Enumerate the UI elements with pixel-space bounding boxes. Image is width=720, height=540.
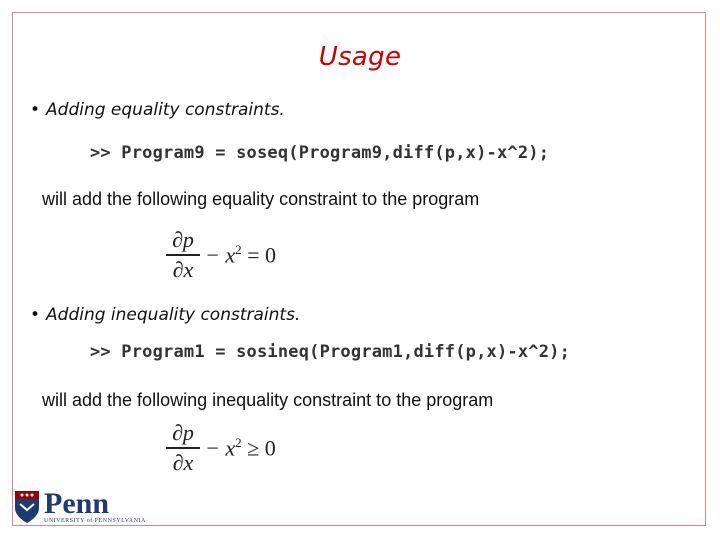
penn-subtitle: UNIVERSITY of PENNSYLVANIA	[44, 518, 146, 524]
slide-frame	[12, 12, 706, 526]
bullet-inequality-text: Adding inequality constraints.	[46, 305, 301, 325]
partial-derivative-fraction	[166, 228, 200, 282]
bullet-equality-text: Adding equality constraints.	[46, 100, 285, 120]
fraction-numerator: ∂p	[172, 227, 194, 252]
equality-description: will add the following equality constraint to the program	[42, 189, 480, 209]
exponent: 2	[235, 242, 242, 257]
penn-wordmark: Penn	[44, 487, 110, 520]
relation: = 0	[247, 242, 277, 268]
inequality-description: will add the following inequality constraint to the program	[42, 390, 494, 410]
fraction-denominator: ∂x	[172, 449, 194, 475]
fraction-bar	[166, 254, 200, 256]
equation-rest	[205, 435, 276, 461]
penn-shield-icon	[14, 490, 40, 524]
code-sosineq: >> Program1 = sosineq(Program1,diff(p,x)-x^2);	[90, 342, 571, 362]
bullet-equality	[30, 100, 285, 120]
penn-logo-text	[44, 487, 146, 524]
minus-term: − x	[205, 435, 236, 461]
penn-logo	[14, 487, 146, 524]
fraction-bar	[166, 447, 200, 449]
fraction-denominator: ∂x	[172, 256, 194, 282]
slide-title: Usage	[318, 42, 402, 72]
code-soseq: >> Program9 = soseq(Program9,diff(p,x)-x^2);	[90, 143, 550, 163]
bullet-dot: •	[30, 100, 41, 120]
bullet-dot: •	[30, 305, 41, 325]
equation-rest	[205, 242, 276, 268]
exponent: 2	[235, 435, 242, 450]
partial-derivative-fraction	[166, 421, 200, 475]
relation: ≥ 0	[247, 435, 276, 461]
fraction-numerator: ∂p	[172, 420, 194, 445]
minus-term: − x	[205, 242, 236, 268]
bullet-inequality	[30, 305, 300, 325]
